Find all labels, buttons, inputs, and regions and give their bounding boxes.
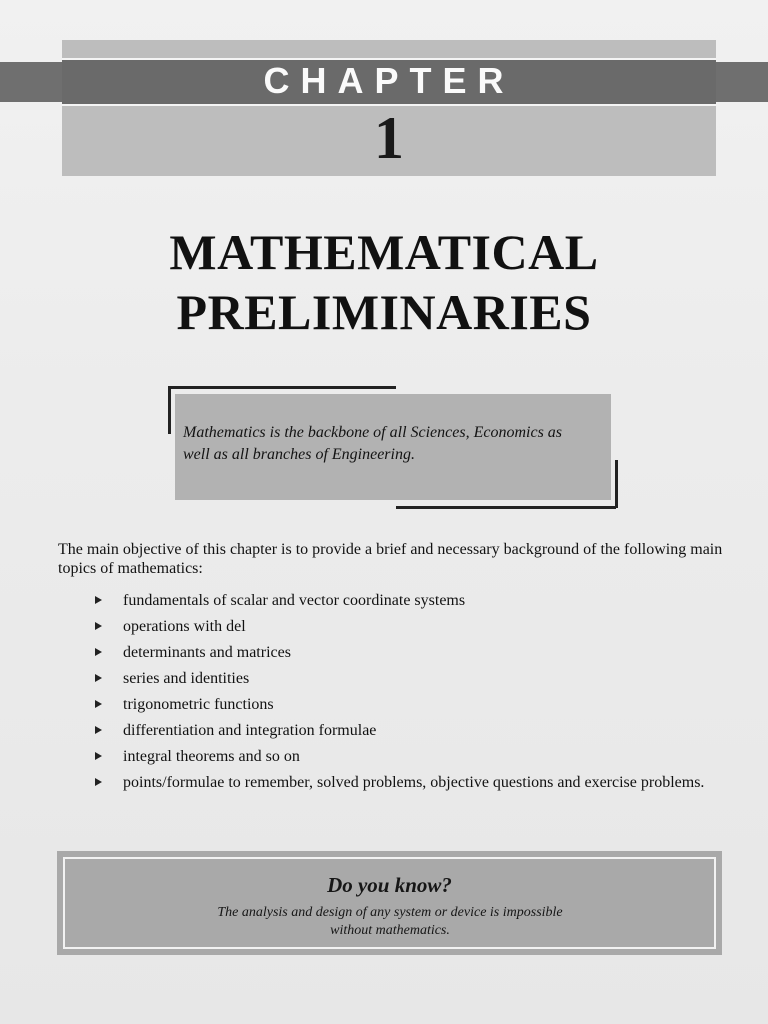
quote-frame-left — [168, 386, 171, 434]
quote-line-1: Mathematics is the backbone of all Sciences, Economics as — [183, 424, 563, 441]
list-item — [92, 747, 742, 766]
list-item — [92, 721, 742, 740]
triangle-bullet-icon — [95, 648, 102, 656]
list-item-text: trigonometric functions — [123, 696, 274, 713]
list-item — [92, 695, 742, 714]
did-you-know-text — [150, 904, 630, 940]
chapter-title-line-2: PRELIMINARIES — [176, 284, 592, 340]
did-you-know-line-1: The analysis and design of any system or device is impossible — [217, 905, 563, 920]
did-you-know-heading: Do you know? — [327, 873, 452, 897]
quote-frame-right — [615, 460, 618, 508]
list-item — [92, 617, 742, 636]
chapter-title-line-1: MATHEMATICAL — [169, 224, 599, 280]
list-item-text: differentiation and integration formulae — [123, 722, 377, 739]
chapter-title — [40, 222, 728, 342]
quote-frame-bottom — [396, 506, 616, 509]
objective-paragraph: The main objective of this chapter is to provide a brief and necessary background of the following main topics of mathematics: — [58, 541, 723, 577]
topics-list — [92, 591, 742, 799]
chapter-label: CHAPTER — [263, 60, 515, 101]
quote-frame-top — [168, 386, 396, 389]
triangle-bullet-icon — [95, 674, 102, 682]
list-item-text: determinants and matrices — [123, 644, 291, 661]
triangle-bullet-icon — [95, 596, 102, 604]
triangle-bullet-icon — [95, 778, 102, 786]
triangle-bullet-icon — [95, 752, 102, 760]
quote-box — [175, 394, 611, 500]
list-item-text: fundamentals of scalar and vector coordinate systems — [123, 592, 466, 609]
triangle-bullet-icon — [95, 700, 102, 708]
list-item-text: integral theorems and so on — [123, 748, 300, 765]
list-item — [92, 669, 742, 688]
did-you-know-line-2: without mathematics. — [330, 923, 450, 938]
triangle-bullet-icon — [95, 726, 102, 734]
list-item-text: operations with del — [123, 618, 246, 635]
quote-line-2: well as all branches of Engineering. — [183, 446, 415, 463]
triangle-bullet-icon — [95, 622, 102, 630]
chapter-number: 1 — [374, 105, 404, 171]
list-item — [92, 591, 742, 610]
list-item-text: series and identities — [123, 670, 250, 687]
list-item-text: points/formulae to remember, solved problems, objective questions and exercise problems. — [123, 774, 705, 791]
list-item — [92, 773, 742, 792]
list-item — [92, 643, 742, 662]
